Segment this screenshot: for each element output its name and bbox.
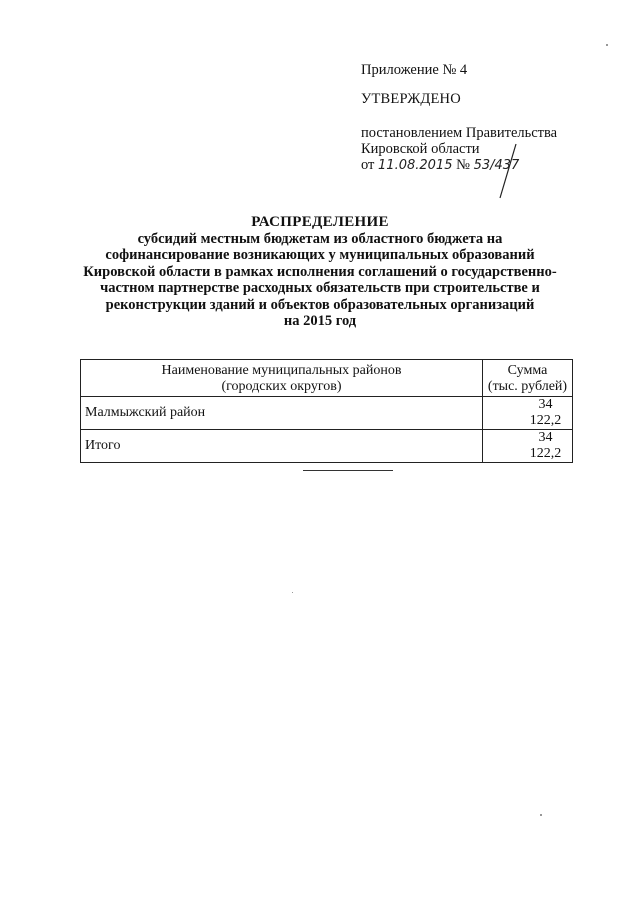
- table-header-row: [81, 360, 573, 397]
- appendix-label: Приложение № 4: [361, 62, 468, 78]
- decree-line-1: постановлением Правительства: [361, 125, 558, 141]
- handwritten-slash-mark: [496, 142, 520, 200]
- header-municipality-line-2: (городских округов): [221, 379, 342, 394]
- decree-line-2: Кировской области: [361, 141, 480, 157]
- header-amount-line-2: (тыс. рублей): [487, 379, 568, 394]
- table-row: [81, 397, 573, 430]
- row-municipality: Малмыжский район: [81, 397, 483, 430]
- title-line-4: частном партнерстве расходных обязательств при строительстве и: [100, 280, 540, 296]
- title-line-1: субсидий местным бюджетам из областного бюджета на: [137, 230, 503, 247]
- approved-stamp-text: УТВЕРЖДЕНО: [361, 91, 461, 107]
- distribution-table: [80, 359, 573, 463]
- document-title-block: [70, 214, 570, 330]
- header-municipality-line-1: Наименование муниципальных районов: [161, 363, 402, 378]
- document-title: РАСПРЕДЕЛЕНИЕ: [251, 214, 389, 230]
- header-amount-line-1: Сумма: [507, 363, 548, 378]
- scan-speck: [540, 814, 542, 816]
- scan-speck: [292, 592, 293, 593]
- table-row-total: [81, 430, 573, 463]
- number-prefix: №: [456, 157, 470, 173]
- closing-rule: [303, 470, 393, 471]
- handwritten-date: 11.08.2015: [378, 158, 453, 173]
- approval-block: [361, 62, 601, 174]
- row-total-amount: 34 122,2: [483, 430, 573, 463]
- decree-date-line: [361, 157, 601, 174]
- title-line-3: Кировской области в рамках исполнения соглашений о государственно-: [83, 263, 557, 280]
- scan-speck: [606, 44, 608, 46]
- header-amount: [483, 360, 573, 397]
- title-line-6: на 2015 год: [283, 313, 357, 329]
- header-municipality: [81, 360, 483, 397]
- handwritten-number: 53/437: [473, 158, 520, 173]
- date-prefix: от: [361, 157, 375, 173]
- row-amount: 34 122,2: [483, 397, 573, 430]
- title-line-5: реконструкции зданий и объектов образовательных организаций: [105, 296, 535, 313]
- row-total-label: Итого: [81, 430, 483, 463]
- title-line-2: софинансирование возникающих у муниципальных образований: [105, 247, 535, 263]
